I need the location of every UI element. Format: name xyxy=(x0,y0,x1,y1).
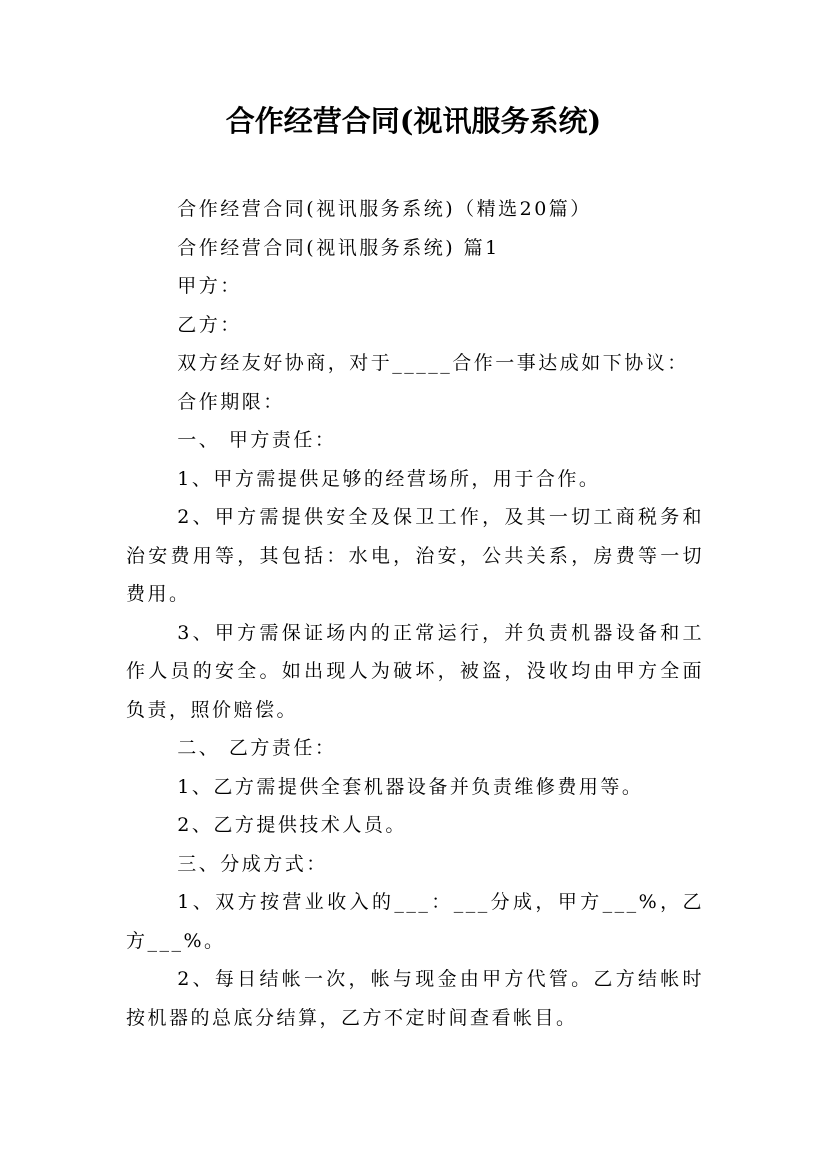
paragraph-party-b-duty-1: 1、乙方需提供全套机器设备并负责维修费用等。 xyxy=(177,775,644,798)
paragraph-section-heading: 合作经营合同(视讯服务系统) 篇1 xyxy=(177,236,500,259)
paragraph-cooperation-term: 合作期限： xyxy=(177,390,285,413)
paragraph-party-b-duty-2: 2、乙方提供技术人员。 xyxy=(177,814,407,836)
paragraph-party-a-duties-heading: 一、 甲方责任： xyxy=(177,429,337,451)
paragraph-party-a-duty-3: 3、甲方需保证场内的正常运行，并负责机器设备和工作人员的安全。如出现人为破坏，被盗，没收均由甲方全面负责，照价赔偿。 xyxy=(126,621,704,721)
paragraph-party-b: 乙方： xyxy=(177,313,242,336)
paragraph-revenue-split-2: 2、每日结帐一次，帐与现金由甲方代管。乙方结帐时按机器的总底分结算，乙方不定时间查看帐目。 xyxy=(126,968,704,1029)
paragraph-party-a-duty-1: 1、甲方需提供足够的经营场所，用于合作。 xyxy=(177,467,601,490)
document-title: 合作经营合同(视讯服务系统) xyxy=(225,104,602,138)
paragraph-revenue-split-1: 1、双方按营业收入的___：___分成，甲方___%，乙方___%。 xyxy=(126,891,704,952)
document-body xyxy=(126,190,704,1037)
paragraph-agreement-intro: 双方经友好协商，对于_____合作一事达成如下协议： xyxy=(177,352,689,374)
paragraph-revenue-split-heading: 三、分成方式： xyxy=(177,852,328,875)
paragraph-subtitle: 合作经营合同(视讯服务系统)（精选20篇） xyxy=(177,198,592,220)
paragraph-party-b-duties-heading: 二、 乙方责任： xyxy=(177,737,337,759)
paragraph-party-a: 甲方： xyxy=(177,275,242,297)
paragraph-party-a-duty-2: 2、甲方需提供安全及保卫工作，及其一切工商税务和治安费用等，其包括：水电，治安，公共关系，房费等一切费用。 xyxy=(126,506,704,605)
